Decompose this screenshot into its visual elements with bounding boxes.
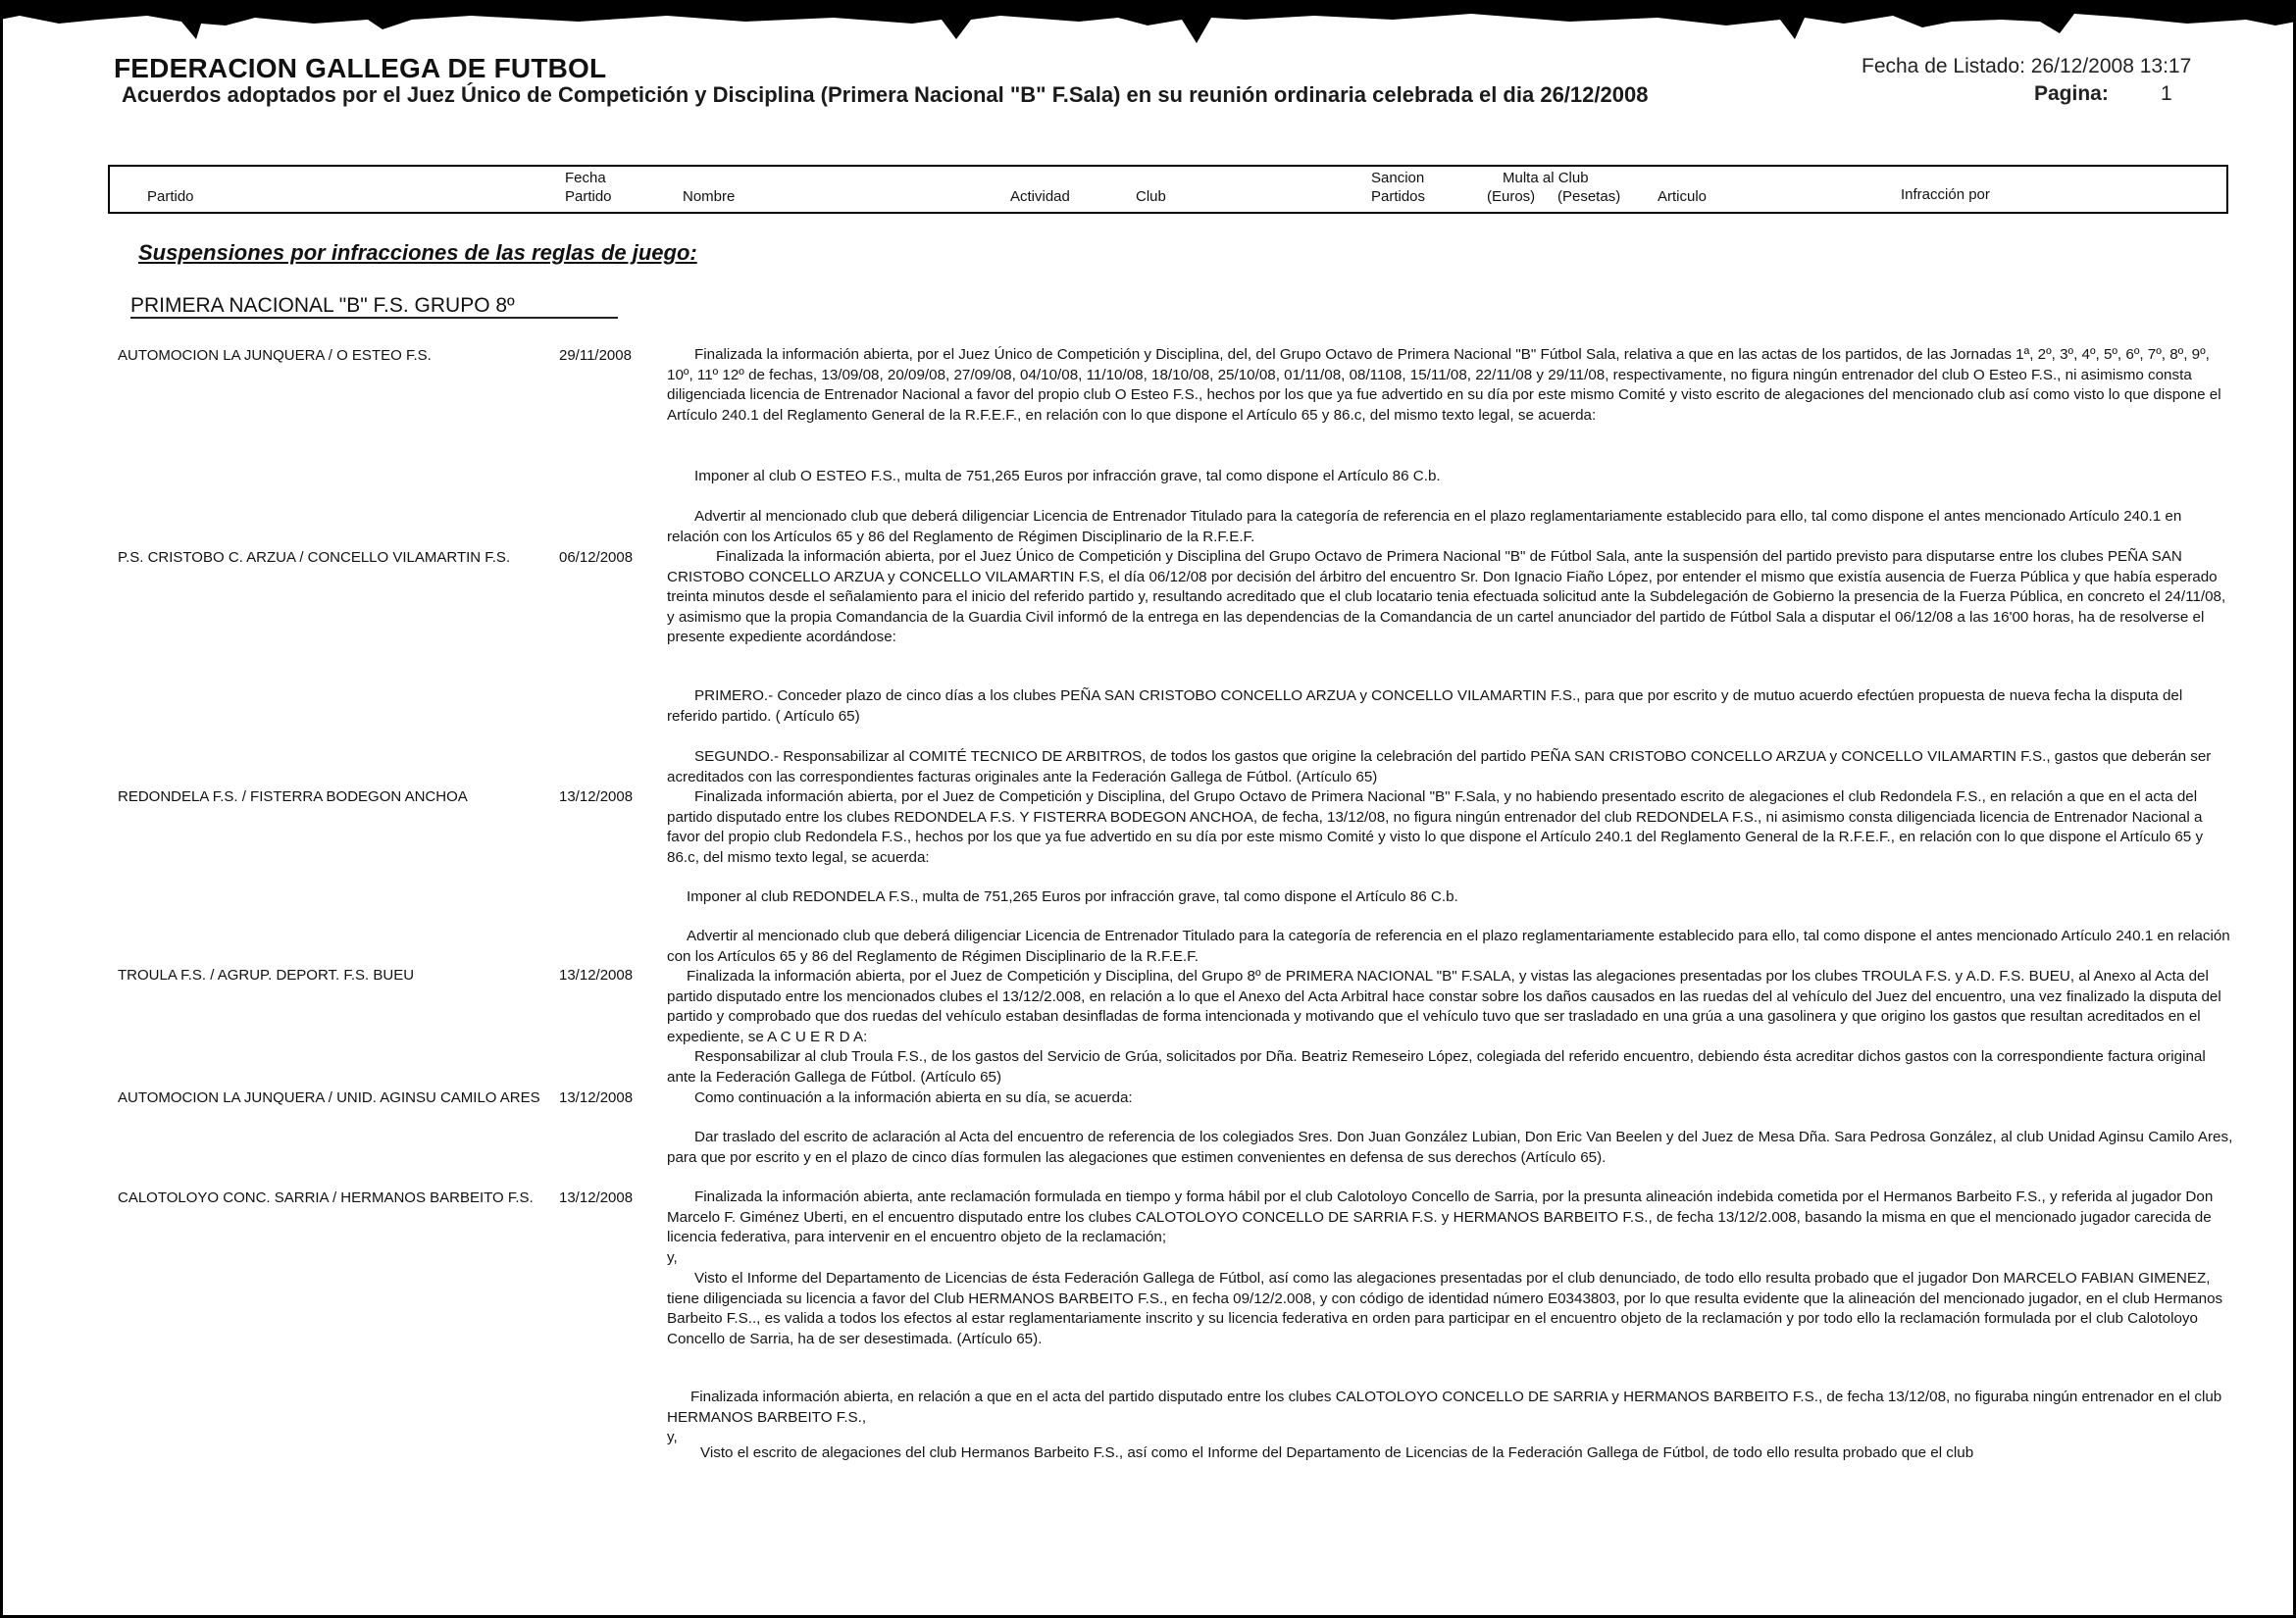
col-fecha-1: Fecha — [565, 170, 606, 186]
col-infraccion: Infracción por — [1901, 186, 1990, 203]
match-name-1: AUTOMOCION LA JUNQUERA / O ESTEO F.S. — [118, 347, 432, 364]
resolution-paragraph: PRIMERO.- Conceder plazo de cinco días a los clubes PEÑA SAN CRISTOBO CONCELLO ARZUA y CONCELLO VILAMARTIN F.S., para que por escrito y de mutuo acuerdo efectúen propuesta de nueva fecha la disputa del referido partido. ( Artículo 65) — [667, 687, 2183, 725]
col-nombre: Nombre — [683, 188, 736, 205]
match-date-3: 13/12/2008 — [559, 788, 634, 805]
resolution-paragraph: Finalizada la información abierta, por el Juez de Competición y Disciplina, del Grupo 8º de PRIMERA NACIONAL "B" F.SALA, y vistas las alegaciones presentadas por los clubes TROULA F.S. y A.D. F.S. BUEU, al Anexo al Acta del partido disputado entre los mencionados clubes el 13/12/2.008, en relación a lo que el Anexo del Acta Arbitral hace constar sobre los daños causados en las ruedas del al vehículo del Juez del encuentro, una vez finalizado la disputa del partido y comprobado que dos ruedas del vehículo estaban desinfladas de forma intencionada y motivando que el vehículo tuvo que ser trasladado en una grúa a una gasolinera y que origino los gastos que resultan acreditados en el expediente, se A C U E R D A: — [667, 968, 2221, 1045]
resolution-paragraph: Finalizada la información abierta, ante reclamación formulada en tiempo y forma hábil por el club Calotoloyo Concello de Sarria, por la presunta alineación indebida cometida por el Hermanos Barbeito F.S., y referida al jugador Don Marcelo F. Giménez Uberti, en el encuentro disputado entre los clubes CALOTOLOYO CONCELLO DE SARRIA F.S. y HERMANOS BARBEITO F.S., de fecha 13/12/2.008, basando la misma en que el mencionado jugador carecida de licencia federativa, para intervenir en el encuentro objeto de la reclamación; — [667, 1188, 2214, 1245]
col-actividad: Actividad — [1010, 188, 1070, 205]
match-date-1: 29/11/2008 — [559, 347, 632, 364]
organization-title: FEDERACION GALLEGA DE FUTBOL — [114, 53, 607, 83]
resolution-paragraph: Imponer al club O ESTEO F.S., multa de 751,265 Euros por infracción grave, tal como dispone el Artículo 86 C.b. — [694, 468, 1441, 484]
section-title: Suspensiones por infracciones de las reglas de juego: — [138, 240, 697, 265]
column-header-box — [108, 165, 2228, 214]
resolution-paragraph: Responsabilizar al club Troula F.S., de los gastos del Servicio de Grúa, solicitados por Dña. Beatriz Remeseiro López, colegiada del referido encuentro, debiendo ésta acreditar dichos gastos con la correspondiente factura original ante la Federación Gallega de Fútbol. (Artículo 65) — [667, 1048, 2206, 1086]
listing-date: Fecha de Listado: 26/12/2008 13:17 — [1862, 55, 2192, 77]
match-name-5: AUTOMOCION LA JUNQUERA / UNID. AGINSU CAMILO ARES — [118, 1089, 540, 1106]
match-name-3: REDONDELA F.S. / FISTERRA BODEGON ANCHOA — [118, 788, 468, 805]
resolution-paragraph: y, — [667, 1249, 678, 1266]
resolution-paragraph: Visto el Informe del Departamento de Licencias de ésta Federación Gallega de Fútbol, así como las alegaciones presentadas por el club denunciado, de todo ello resulta probado que el jugador Don MARCELO FABIAN GIMENEZ, tiene diligenciada su licencia a favor del Club HERMANOS BARBEITO F.S., en fecha 09/12/2.008, y con código de identidad número E0343803, por lo que resulta evidente que la alineación del mencionado jugador, en el club Hermanos Barbeito F.S.., es valida a todos los efectos al estar reglamentariamente inscrito y su licencia federativa en orden para participar en el encuentro objeto de la reclamación y por todo ello la reclamación formulada por el club Calotoloyo Concello de Sarria, ha de ser desestimada. (Artículo 65). — [667, 1270, 2223, 1347]
match-date-6: 13/12/2008 — [559, 1189, 634, 1206]
col-partido: Partido — [147, 188, 194, 205]
col-club: Club — [1136, 188, 1166, 205]
page-number: 1 — [2161, 82, 2172, 105]
torn-top-edge — [0, 0, 2296, 47]
resolution-paragraph: Imponer al club REDONDELA F.S., multa de 751,265 Euros por infracción grave, tal como dispone el Artículo 86 C.b. — [687, 888, 1458, 905]
col-fecha-2: Partido — [565, 188, 612, 205]
col-pesetas: (Pesetas) — [1557, 188, 1621, 205]
resolution-paragraph: Finalizada información abierta, por el Juez de Competición y Disciplina, del Grupo Octavo de Primera Nacional "B" F.Sala, y no habiendo presentado escrito de alegaciones el club Redondela F.S., en relación a que en el acta del partido disputado entre los clubes REDONDELA F.S. Y FISTERRA BODEGON ANCHOA, de fecha, 13/12/08, no figura ningún entrenador del club REDONDELA F.S., ni asimismo consta diligenciada licencia de Entrenador Nacional a favor del propio club Redondela F.S., hechos por los que ya fue advertido en su día por este mismo Comité y visto lo que dispone el Artículo 240.1 del Reglamento General de la R.F.E.F., en relación con lo que dispone el Artículo 65 y 86.c, del mismo texto legal, se acuerda: — [667, 788, 2204, 866]
col-euros: (Euros) — [1487, 188, 1536, 205]
col-sancion-1: Sancion — [1371, 170, 1425, 186]
match-name-2: P.S. CRISTOBO C. ARZUA / CONCELLO VILAMARTIN F.S. — [118, 549, 511, 566]
resolution-paragraph: Dar traslado del escrito de aclaración al Acta del encuentro de referencia de los colegiados Sres. Don Juan González Lubian, Don Eric Van Beelen y del Juez de Mesa Dña. Sara Pedrosa González, al club Unidad Aginsu Camilo Ares, para que por escrito y en el plazo de cinco días formulen las alegaciones que estimen convenientes en defensa de sus derechos (Artículo 65). — [667, 1129, 2233, 1166]
resolution-paragraph: SEGUNDO.- Responsabilizar al COMITÉ TECNICO DE ARBITROS, de todos los gastos que origine la celebración del partido PEÑA SAN CRISTOBO CONCELLO ARZUA y CONCELLO VILAMARTIN F.S., gastos que deberán ser acreditados con las correspondientes facturas originales ante la Federación Gallega de Fútbol. (Artículo 65) — [667, 748, 2212, 785]
match-name-6: CALOTOLOYO CONC. SARRIA / HERMANOS BARBEITO F.S. — [118, 1189, 534, 1206]
col-articulo: Articulo — [1658, 188, 1708, 205]
match-date-2: 06/12/2008 — [559, 549, 634, 566]
resolution-paragraph: Finalizada información abierta, en relación a que en el acta del partido disputado entre los clubes CALOTOLOYO CONCELLO DE SARRIA y HERMANOS BARBEITO F.S., de fecha 13/12/08, no figuraba ningún entrenador en el club HERMANOS BARBEITO F.S., — [667, 1389, 2222, 1426]
col-sancion-2: Partidos — [1371, 188, 1426, 205]
resolution-paragraph: Advertir al mencionado club que deberá diligenciar Licencia de Entrenador Titulado para la categoría de referencia en el plazo reglamentariamente establecido para ello, tal como dispone el antes mencionado Artículo 240.1 en relación con los Artículos 65 y 86 del Reglamento de Régimen Disciplinario de la R.F.E.F. — [667, 508, 2182, 545]
group-title: PRIMERA NACIONAL "B" F.S. GRUPO 8º — [130, 294, 515, 317]
resolution-paragraph: Finalizada la información abierta, por el Juez Único de Competición y Disciplina, del, del Grupo Octavo de Primera Nacional "B" Fútbol Sala, relativa a que en las actas de los partidos, de las Jornadas 1ª, 2º, 3º, 4º, 5º, 6º, 7º, 8º, 9º, 10º, 11º 12º de fechas, 13/09/08, 20/09/08, 27/09/08, 04/10/08, 11/10/08, 18/10/08, 25/10/08, 01/11/08, 08/1108, 15/11/08, 22/11/08 y 29/11/08, respectivamente, no figura ningún entrenador del club O Esteo F.S., ni asimismo consta diligenciada licencia de Entrenador Nacional a favor del propio club O Esteo F.S., hechos por los que ya fue advertido en su día por este mismo Comité y visto escrito de alegaciones del mencionado club así como visto lo que dispone el Artículo 240.1 del Reglamento General de la R.F.E.F., en relación con lo que dispone el Artículo 65 y 86.c, del mismo texto legal, se acuerda: — [667, 346, 2221, 424]
page-label: Pagina: — [2034, 82, 2109, 105]
resolution-paragraph: y, — [667, 1429, 678, 1445]
col-multa: Multa al Club — [1503, 170, 1589, 186]
group-title-underline — [130, 317, 618, 319]
resolution-paragraph: Visto el escrito de alegaciones del club Hermanos Barbeito F.S., así como el Informe del Departamento de Licencias de la Federación Gallega de Fútbol, de todo ello resulta probado que el club — [700, 1444, 1974, 1461]
resolution-paragraph: Advertir al mencionado club que deberá diligenciar Licencia de Entrenador Titulado para la categoría de referencia en el plazo reglamentariamente establecido para ello, tal como dispone el antes mencionado Artículo 240.1 en relación con los Artículos 65 y 86 del Reglamento de Régimen Disciplinario de la R.F.E.F. — [667, 928, 2230, 965]
resolution-paragraph: Como continuación a la información abierta en su día, se acuerda: — [694, 1089, 1133, 1106]
report-subtitle: Acuerdos adoptados por el Juez Único de Competición y Disciplina (Primera Nacional "B" F.Sala) en su reunión ordinaria celebrada el dia 26/12/2008 — [122, 82, 1649, 107]
resolution-paragraph: Finalizada la información abierta, por el Juez Único de Competición y Disciplina del Grupo Octavo de Primera Nacional "B" de Fútbol Sala, ante la suspensión del partido previsto para disputarse entre los clubes PEÑA SAN CRISTOBO CONCELLO ARZUA y CONCELLO VILAMARTIN F.S, el día 06/12/08 por decisión del árbitro del encuentro Sr. Don Ignacio Fiaño López, por entender el mismo que existía ausencia de Fuerza Pública y que había esperado treinta minutos desde el señalamiento para el inicio del referido partido y, resultando acreditado que el club locatario tenia efectuada solicitud ante la Subdelegación de Gobierno la presencia de la Fuerza Pública, en concreto el 24/11/08, y asimismo que la propia Comandancia de la Guardia Civil informó de la entrega en las dependencias de la Comandancia de un cartel anunciador del partido de Fútbol Sala a disputar el 06/12/08 a las 16'00 horas, ha de resolverse el presente expediente acordándose: — [667, 548, 2226, 645]
match-date-5: 13/12/2008 — [559, 1089, 634, 1106]
match-name-4: TROULA F.S. / AGRUP. DEPORT. F.S. BUEU — [118, 967, 415, 984]
match-date-4: 13/12/2008 — [559, 967, 634, 984]
